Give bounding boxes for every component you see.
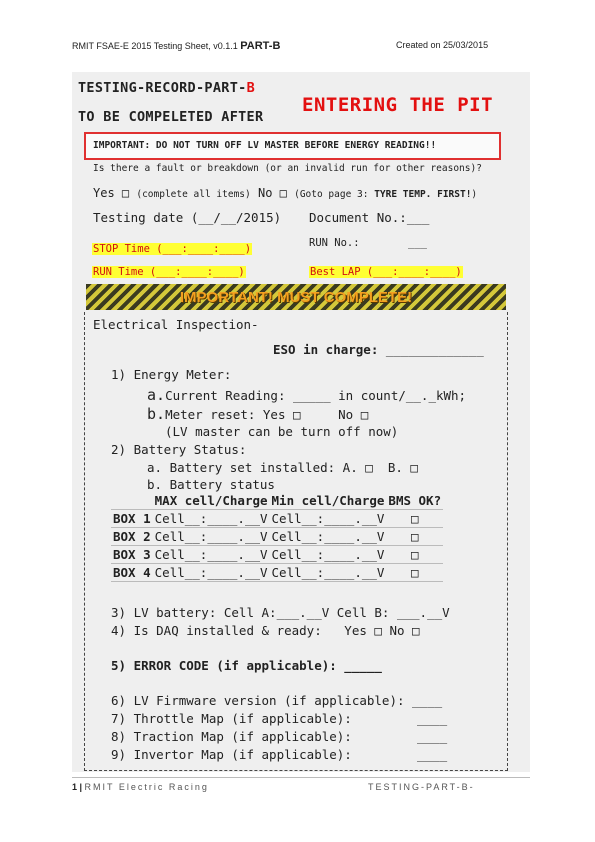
invertor-map-field[interactable]: ____ <box>417 747 448 762</box>
page-header <box>72 40 280 52</box>
max-cell-field[interactable]: Cell__:____.__V <box>154 565 268 580</box>
table-row <box>111 564 443 582</box>
table-header <box>111 492 153 510</box>
eso-blank: _____________ <box>378 342 484 357</box>
record-title <box>78 80 255 96</box>
box-label: BOX 3 <box>113 547 151 562</box>
header-title: RMIT FSAE-E 2015 Testing Sheet, v0.1.1 <box>72 41 241 51</box>
table-header: BMS OK? <box>388 493 442 508</box>
no-note-text: (Goto page 3: <box>294 189 375 200</box>
important-warning-text: IMPORTANT: DO NOT TURN OFF LV MASTER BEFORE ENERGY READING!! <box>93 140 437 151</box>
pit-heading: ENTERING THE PIT <box>302 94 494 116</box>
lv-battery-field[interactable]: 3) LV battery: Cell A:___.__V Cell B: ___.__V <box>111 605 450 620</box>
item-a-letter: a. <box>147 386 166 404</box>
best-lap-field[interactable] <box>309 260 463 279</box>
battery-status-subheading: b. Battery status <box>147 477 275 492</box>
must-complete-banner <box>86 284 506 310</box>
header-part: PART-B <box>240 40 281 52</box>
no-checkbox[interactable]: No □ <box>250 186 295 200</box>
page-number: 1 | <box>72 782 85 792</box>
throttle-map-label: 7) Throttle Map (if applicable): <box>111 711 352 726</box>
min-cell-field[interactable]: Cell__:____.__V <box>271 547 385 562</box>
run-no-field[interactable]: ___ <box>408 237 427 249</box>
testing-date-field[interactable]: Testing date (__/__/2015) <box>93 210 282 225</box>
stop-time-text: STOP Time (___:____:____) <box>93 243 252 255</box>
record-title-part: B <box>246 80 255 96</box>
traction-map-field[interactable]: ____ <box>417 729 448 744</box>
min-cell-field[interactable]: Cell__:____.__V <box>271 565 385 580</box>
min-cell-field[interactable]: Cell__:____.__V <box>271 511 385 526</box>
box-label: BOX 1 <box>113 511 151 526</box>
battery-set-installed-field[interactable]: a. Battery set installed: A. □ B. □ <box>147 460 418 475</box>
header-created-date: Created on 25/03/2015 <box>396 40 489 50</box>
run-time-field[interactable] <box>92 260 246 279</box>
item-b-letter: b. <box>147 405 166 423</box>
footer-org: RMIT Electric Racing <box>84 782 209 792</box>
page-footer <box>72 782 209 792</box>
battery-status-heading: 2) Battery Status: <box>111 442 247 457</box>
current-reading-text: Current Reading: _____ in count/__._kWh; <box>165 388 467 403</box>
bms-ok-checkbox[interactable]: □ <box>411 529 419 544</box>
meter-reset-field[interactable] <box>147 405 368 423</box>
invertor-map-label: 9) Invertor Map (if applicable): <box>111 747 352 762</box>
record-subtitle: TO BE COMPELETED AFTER <box>78 109 264 125</box>
yes-checkbox[interactable]: Yes □ <box>93 186 137 200</box>
electrical-inspection-heading: Electrical Inspection- <box>93 317 259 332</box>
run-no-label: RUN No.: <box>309 237 360 249</box>
daq-ready-field[interactable]: 4) Is DAQ installed & ready: Yes □ No □ <box>111 623 420 638</box>
no-note <box>294 189 477 200</box>
box-label: BOX 4 <box>113 565 151 580</box>
document-no-field[interactable]: Document No.:___ <box>309 210 430 225</box>
banner-text: IMPORTANT! MUST COMPLETE! <box>179 288 413 306</box>
run-time-text: RUN Time (___:____:____) <box>93 266 245 278</box>
table-header-row <box>111 492 443 510</box>
footer-section: TESTING-PART-B- <box>368 782 475 792</box>
bms-ok-checkbox[interactable]: □ <box>411 565 419 580</box>
fault-answer-row <box>93 186 477 200</box>
box-label: BOX 2 <box>113 529 151 544</box>
max-cell-field[interactable]: Cell__:____.__V <box>154 529 268 544</box>
record-title-prefix: TESTING-RECORD-PART- <box>78 80 247 96</box>
lv-firmware-field[interactable]: 6) LV Firmware version (if applicable): ____ <box>111 693 443 708</box>
bms-ok-checkbox[interactable]: □ <box>411 547 419 562</box>
traction-map-label: 8) Traction Map (if applicable): <box>111 729 352 744</box>
table-header: Min cell/Charge <box>271 493 385 508</box>
battery-box-table <box>111 492 443 582</box>
min-cell-field[interactable]: Cell__:____.__V <box>271 529 385 544</box>
max-cell-field[interactable]: Cell__:____.__V <box>154 511 268 526</box>
lv-master-note: (LV master can be turn off now) <box>165 424 399 439</box>
stop-time-field[interactable] <box>92 237 252 256</box>
bms-ok-checkbox[interactable]: □ <box>411 511 419 526</box>
no-note-bold: TYRE TEMP. FIRST! <box>374 189 472 200</box>
no-note-end: ) <box>471 189 478 200</box>
current-reading-field[interactable] <box>147 386 466 404</box>
eso-label: ESO in charge: <box>273 342 379 357</box>
table-header: MAX cell/Charge <box>154 493 268 508</box>
energy-meter-heading: 1) Energy Meter: <box>111 367 232 382</box>
meter-reset-text: Meter reset: Yes □ No □ <box>165 407 369 422</box>
table-row <box>111 546 443 564</box>
table-row <box>111 528 443 546</box>
footer-divider <box>72 777 530 778</box>
best-lap-text: Best LAP (___:____:____) <box>310 266 462 278</box>
throttle-map-field[interactable]: ____ <box>417 711 448 726</box>
fault-question: Is there a fault or breakdown (or an invalid run for other reasons)? <box>93 163 482 174</box>
error-code-field[interactable]: 5) ERROR CODE (if applicable): _____ <box>111 658 382 673</box>
eso-in-charge[interactable] <box>273 342 484 357</box>
yes-note: (complete all items) <box>136 189 251 200</box>
table-row <box>111 510 443 528</box>
max-cell-field[interactable]: Cell__:____.__V <box>154 547 268 562</box>
